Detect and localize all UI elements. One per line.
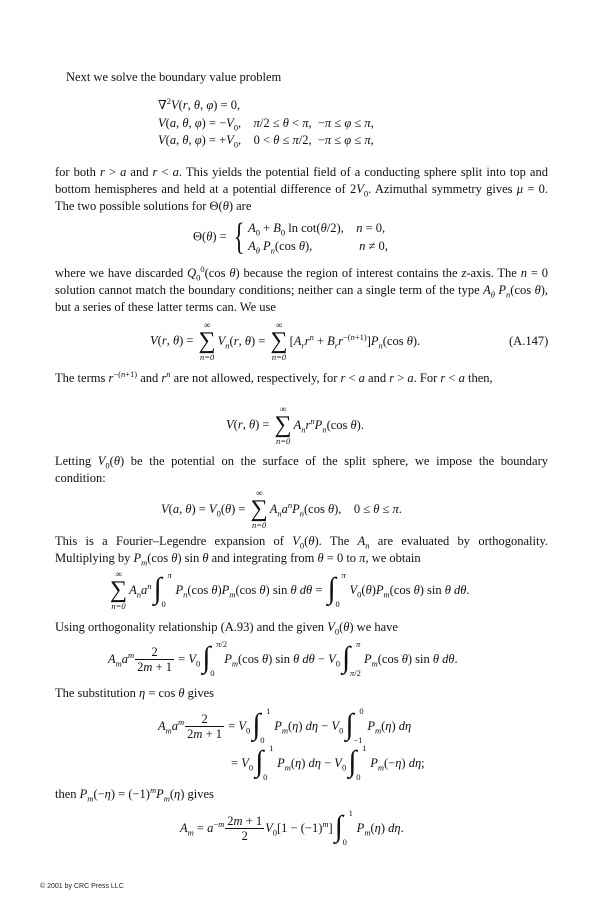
paragraph-substitution: The substitution η = cos θ gives bbox=[55, 686, 214, 700]
equation-theta-cases: Θ(θ) = { $A_0 + B_0$ ln cot(θ/2), n = 0, $A_\theta$ $P_n(\cos$ θ), n ≠ 0, bbox=[193, 216, 388, 258]
equation-v-inner: V(r, θ) = ∞ ∑ n=0 $A_nr^nP_n(\cos$ θ). bbox=[226, 404, 364, 446]
paragraph-letting: Letting $V_0(\theta)$ be the potential on the surface of the split sphere, we impose the boundary condition: bbox=[55, 454, 548, 485]
equation-substitution-line2: = $V_0$ ∫ 1 0 $P_m(\eta) d\eta - V_0$ ∫ 1 0 $P_m(-\eta)$ dη; bbox=[231, 743, 425, 782]
equation-number: (A.147) bbox=[509, 334, 549, 348]
equation-orthogonality-integral: ∞ ∑ n=0 $A_na^n$ ∫ π 0 $P_n(\cos$ $\theta)P_m(\cos$ θ) sin θ dθ = ∫ π 0 $V_0(\theta)P_m(\cos$ θ) sin θ dθ. bbox=[110, 569, 470, 611]
paragraph-discarded: where we have discarded $Q_0^0(\cos$ θ) because the region of interest contains the z-axis. The n = 0 solution cannot match the boundary conditions; neither can a single term of the type $A_\theta$ $P_n(\cos$ θ), but a series of these latter terms can. We use bbox=[55, 263, 549, 314]
equation-boundary-condition: V(a, $\theta) = V_0(\theta)$ = ∞ ∑ n=0 $A_na^nP_n(\cos$ θ), 0 ≤ θ ≤ π. bbox=[161, 488, 402, 530]
paragraph-fourier: This is a Fourier–Legendre expansion of $V_0(\theta)$. The $A_n$ are evaluated by orthogonality. Multiplying by $P_m(\cos$ θ) sin θ and integrating from θ = 0 to π, we obtain bbox=[55, 534, 549, 568]
copyright-footer: © 2001 by CRC Press LLC bbox=[40, 883, 124, 890]
paragraph-for-both: for both r > a and r < a. This yields the potential field of a conducting sphere split into top and bottom hemispheres and held at a potential difference of $2V_0$. Azimuthal symmetry gives μ = 0. The two possible solutions for Θ(θ) are bbox=[55, 165, 548, 213]
equation-a147: V(r, θ) = ∞ ∑ n=0 $V_n(r$, θ) = ∞ ∑ n=0 $[A_rr^n + B_rr^{-(n+1)}]P_n(\cos$ θ). bbox=[150, 320, 421, 362]
paragraph-terms: The terms $r^{-(n+1)}$ and $r^n$ are not allowed, respectively, for r < a and r > a. For r < a then, bbox=[55, 368, 493, 385]
equation-substitution-line1: $A_ma^m$ $\frac{2}{2m + 1}$ = $V_0$ ∫ 1 0 $P_m(\eta) d\eta - V_0$ ∫ 0 −1 $P_m(\eta)$ dη bbox=[158, 706, 412, 745]
equation-am-split: $A_ma^m$ $\frac{2}{2m + 1}$ = $V_0$ ∫ π/2 0 $P_m(\cos$ θ) sin θ $d\theta - V_0$ ∫ π π/2 $P_m(\cos$ θ) sin θ dθ. bbox=[108, 639, 458, 678]
intro-text: Next we solve the boundary value problem bbox=[66, 70, 282, 84]
equation-am-final: $A_m = a^{-m}$ $\frac{2m + 1}{2}$ $V_0[1 - (-1)^m]$ ∫ 1 0 $P_m(\eta)$ dη. bbox=[180, 808, 404, 847]
equation-bvp: ∇$^2$V(r, θ, φ) = 0, V(a, θ, $\varphi) = -V_0$, π/2 ≤ θ < π, −π ≤ φ ≤ π, V(a, θ, $\varphi) = +V_0$, 0 < θ ≤ π/2, −π ≤ φ ≤ π, bbox=[158, 95, 374, 150]
paragraph-then: then $P_m(-\eta) = (-1)^mP_m(\eta)$ gives bbox=[55, 784, 214, 804]
paragraph-using-orthogonality: Using orthogonality relationship (A.93) and the given $V_0(\theta)$ we have bbox=[55, 620, 398, 637]
